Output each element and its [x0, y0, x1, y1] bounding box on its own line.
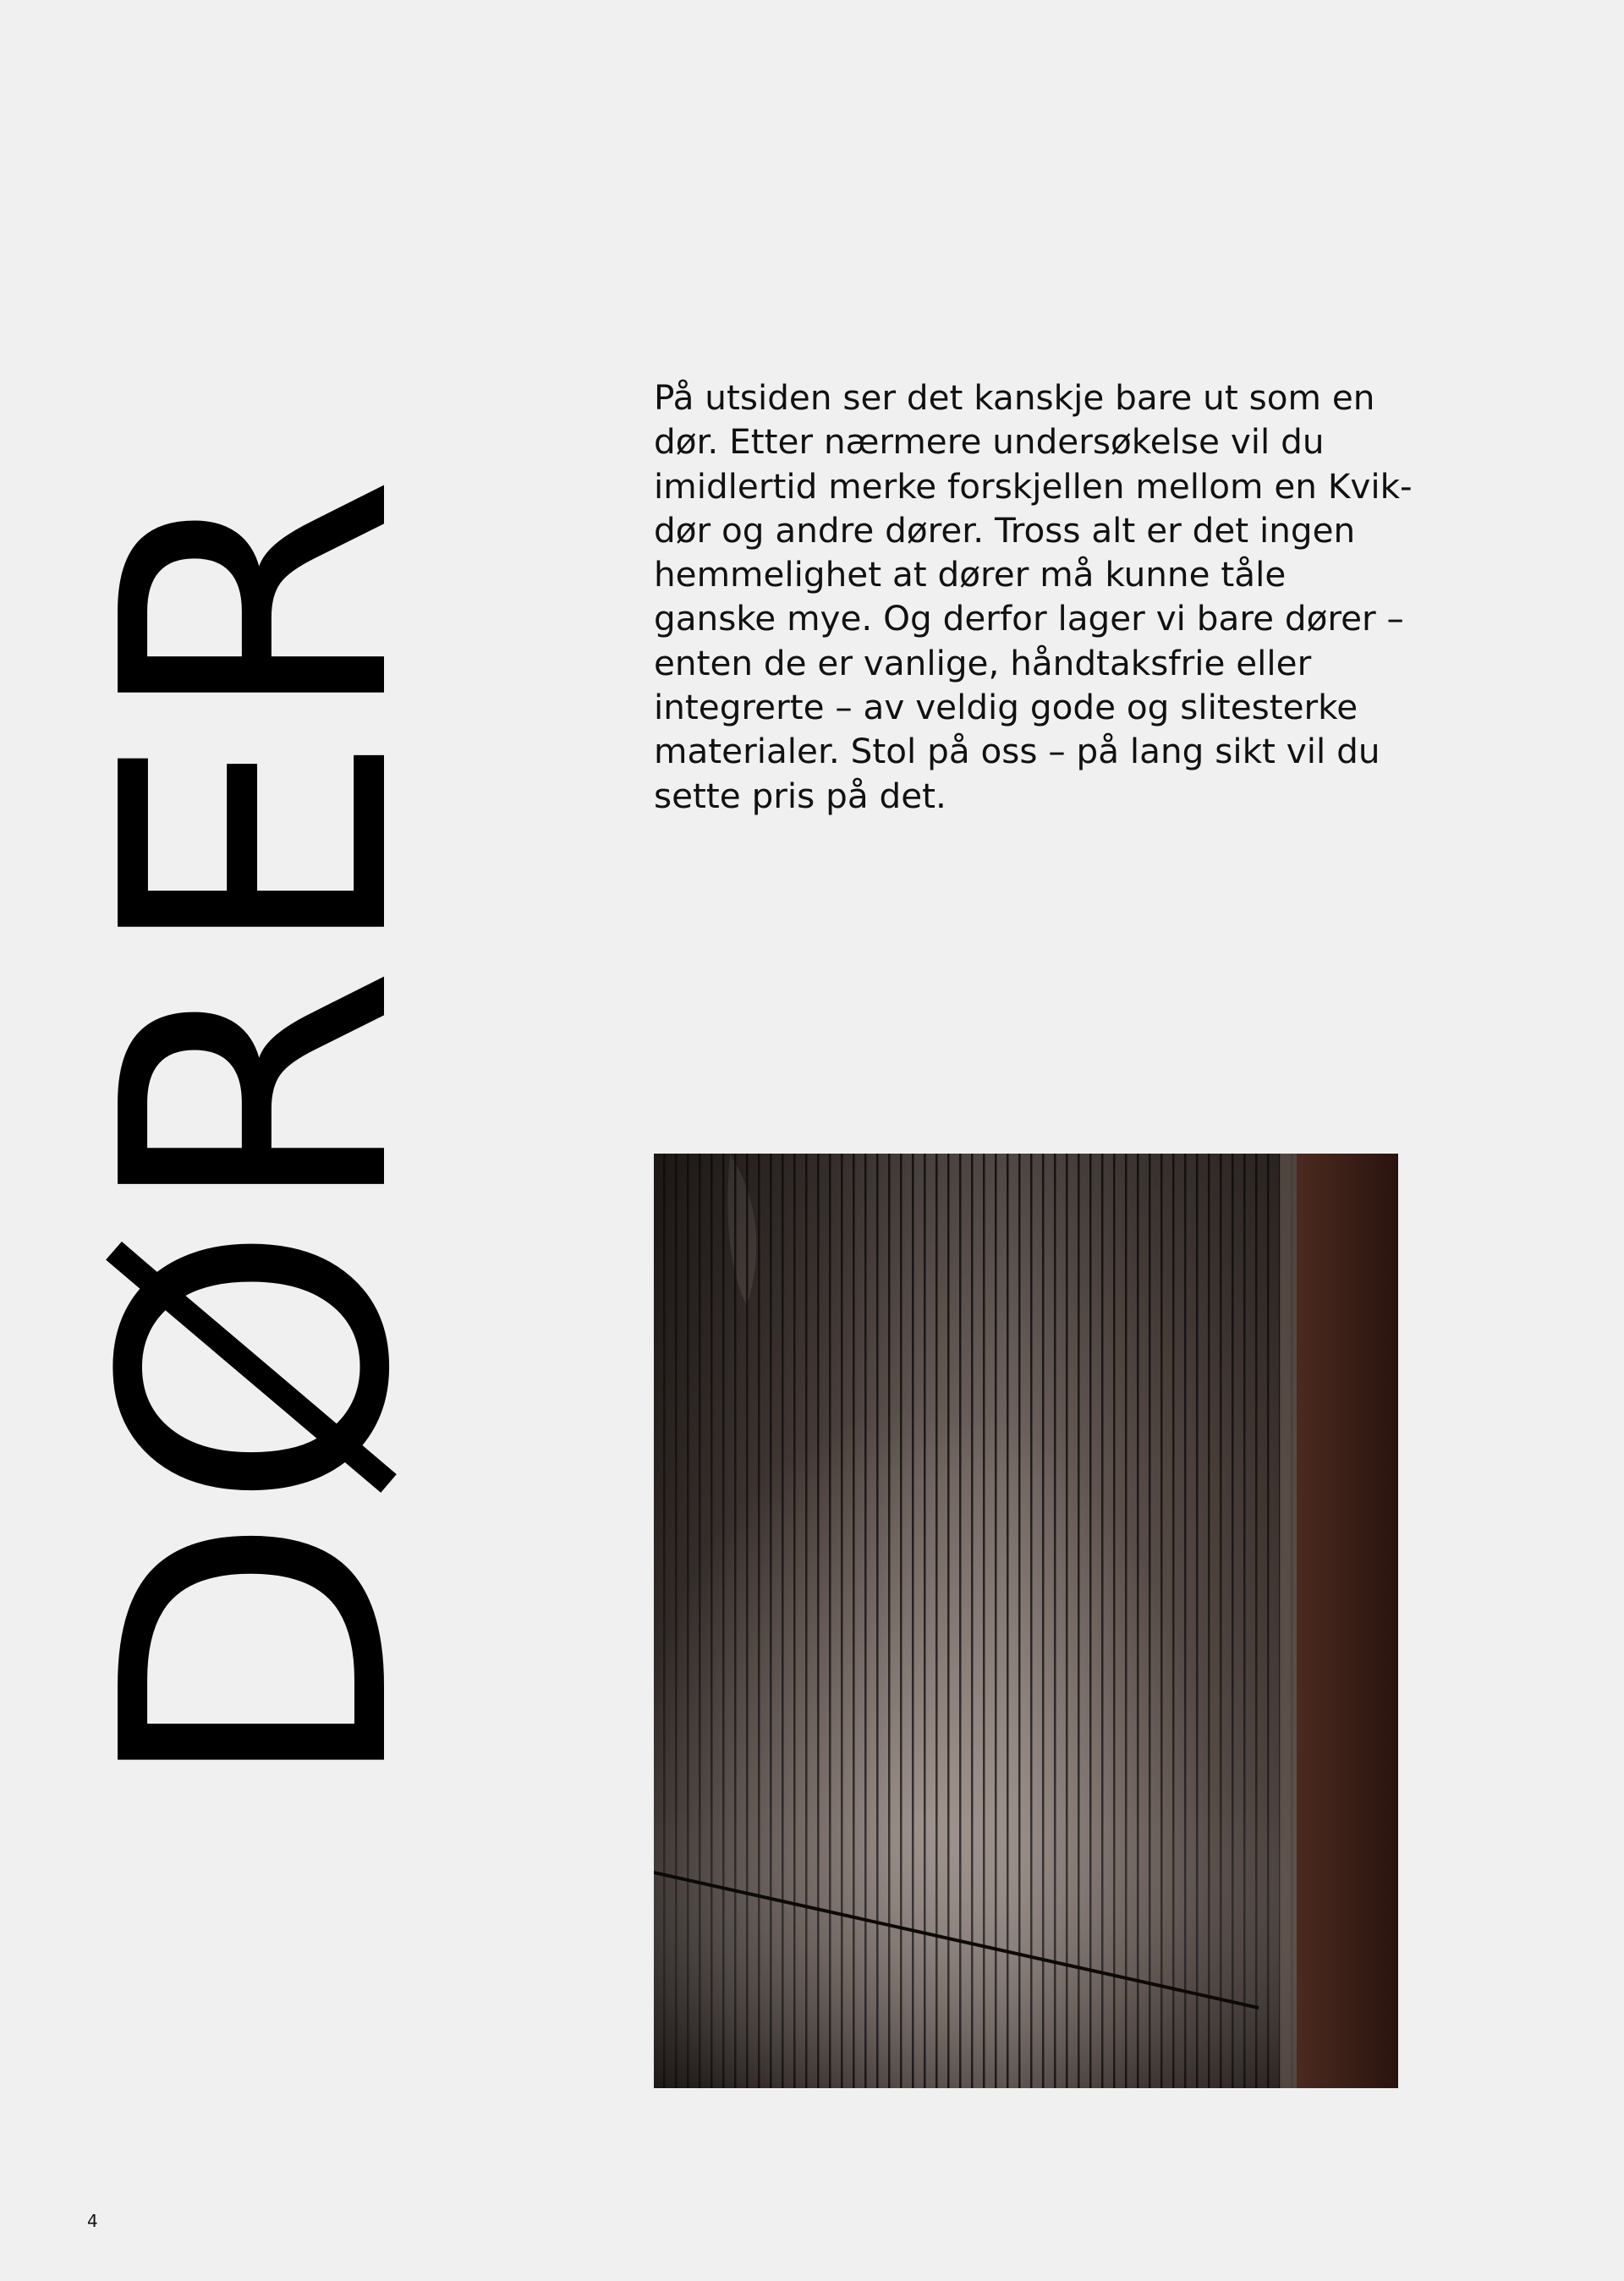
intro-paragraph: På utsiden ser det kanskje bare ut som en dør. Etter nærmere undersøkelse vil du imidlertid merke forskjellen mellom en Kvik-dør og andre dører. Tross alt er det ingen hemmelighet at dører må kunne tåle ganske mye. Og derfor lager vi bare dører – enten de er vanlige, håndtaksfrie eller integrerte – av veldig gode og slitesterke materialer. Stol på oss – på lang sikt vil du sette pris på det. [654, 377, 1413, 816]
door-photo [654, 1154, 1398, 2088]
vertical-title-container [45, 448, 470, 1818]
slatted-wood-door-image [654, 1154, 1398, 2088]
page-number: 4 [87, 2211, 98, 2231]
page-title: DØRER [45, 471, 470, 1796]
